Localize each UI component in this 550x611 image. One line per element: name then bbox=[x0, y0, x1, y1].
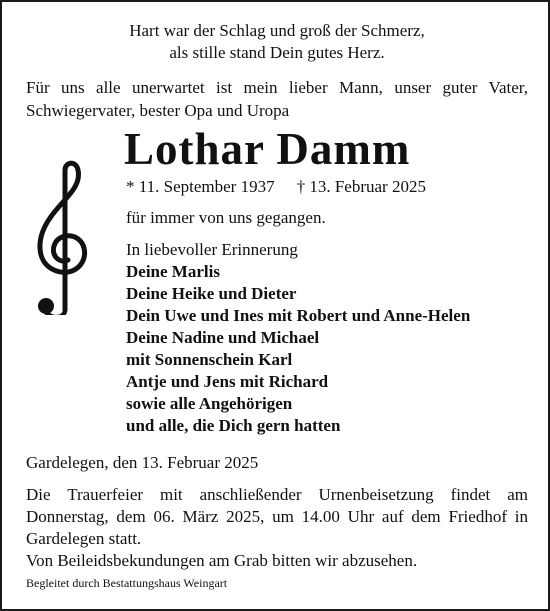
place-date: Gardelegen, den 13. Februar 2025 bbox=[26, 453, 259, 472]
mourners-list bbox=[126, 261, 470, 437]
verse-line-2: als stille stand Dein gutes Herz. bbox=[169, 43, 385, 62]
intro-line-2: Schwiegervater, bester Opa und Uropa bbox=[26, 101, 290, 120]
treble-clef-icon bbox=[32, 160, 92, 315]
mourner-entry: Dein Uwe und Ines mit Robert und Anne-Helen bbox=[126, 306, 471, 325]
funeral-details bbox=[26, 484, 528, 550]
funeral-line-1: Die Trauerfeier mit anschließender Urnenbeisetzung findet am bbox=[26, 485, 528, 504]
condolence-request: Von Beileidsbekundungen am Grab bitten wir abzusehen. bbox=[26, 551, 418, 570]
mourner-entry: und alle, die Dich gern hatten bbox=[126, 416, 341, 435]
mourner-entry: Deine Marlis bbox=[126, 262, 220, 281]
funeral-line-2: Donnerstag, dem 06. März 2025, um 14.00 Uhr auf dem Friedhof in bbox=[26, 507, 528, 526]
intro-line-1: Für uns alle unerwartet ist mein lieber Mann, unser guter Vater, bbox=[26, 78, 528, 97]
passing-text: für immer von uns gegangen. bbox=[126, 208, 326, 227]
deceased-name: Lothar Damm bbox=[124, 124, 411, 174]
birth-date: * 11. September 1937 bbox=[126, 177, 275, 196]
life-dates bbox=[126, 176, 426, 198]
undertaker-credit: Begleitet durch Bestattungshaus Weingart bbox=[26, 576, 228, 590]
mourner-entry: sowie alle Angehörigen bbox=[126, 394, 293, 413]
mourner-entry: mit Sonnenschein Karl bbox=[126, 350, 293, 369]
funeral-line-3: Gardelegen statt. bbox=[26, 529, 142, 548]
verse-line-1: Hart war der Schlag und groß der Schmerz, bbox=[129, 21, 425, 40]
mourner-entry: Deine Nadine und Michael bbox=[126, 328, 320, 347]
mourner-entry: Deine Heike und Dieter bbox=[126, 284, 297, 303]
death-date: † 13. Februar 2025 bbox=[296, 177, 426, 196]
memory-text: In liebevoller Erinnerung bbox=[126, 240, 298, 259]
mourner-entry: Antje und Jens mit Richard bbox=[126, 372, 329, 391]
